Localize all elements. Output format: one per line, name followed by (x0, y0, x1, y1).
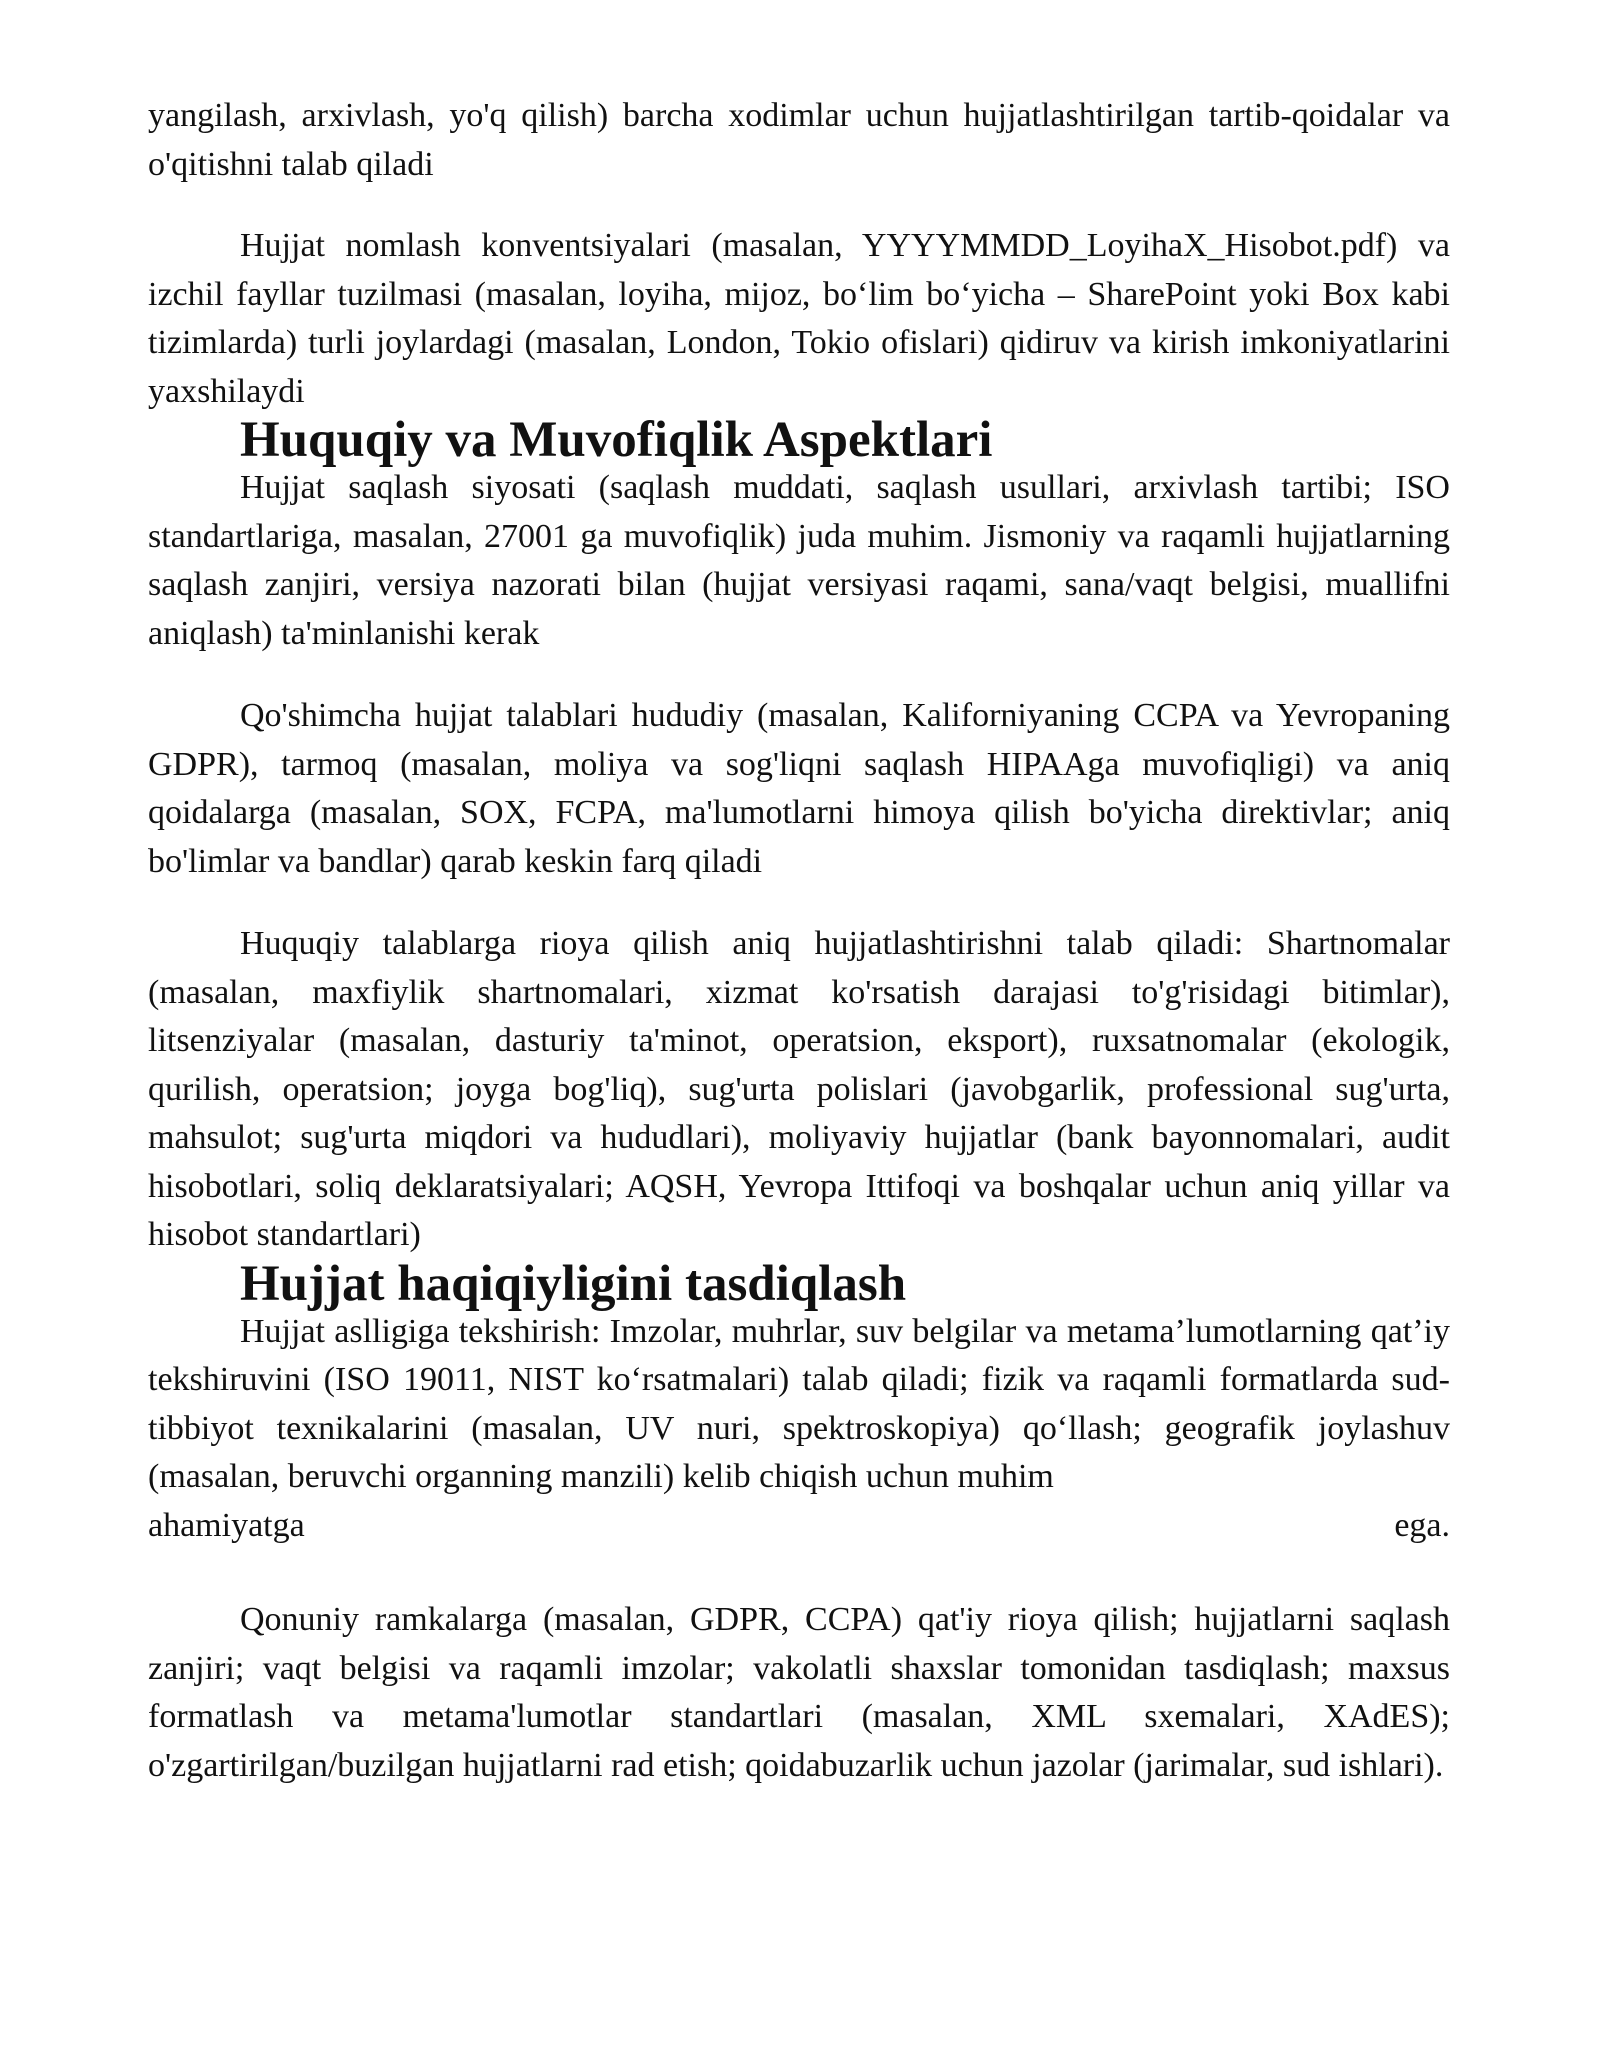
paragraph-naming-conventions: Hujjat nomlash konventsiyalari (masalan, YYYYMMDD_LoyihaX_Hisobot.pdf) va izchil fayllar tuzilmasi (masalan, loyiha, mijoz, bo‘lim bo‘yicha – SharePoint yoki Box kabi tizimlarda) turli joylardagi (masalan, London, Tokio ofislari) qidiruv va kirish imkoniyatlarini yaxshilaydi (148, 227, 1450, 410)
paragraph-authenticity-check (148, 1308, 1450, 1551)
paragraph-continuation: yangilash, arxivlash, yo'q qilish) barcha xodimlar uchun hujjatlashtirilgan tartib-qoidalar va o'qitishni talab qiladi (148, 97, 1450, 183)
last-line-left-word: ahamiyatga (148, 1506, 305, 1544)
paragraph-authenticity-body: Hujjat aslligiga tekshirish: Imzolar, muhrlar, suv belgilar va metama’lumotlarning qat’iy tekshiruvini (ISO 19011, NIST ko‘rsatmalari) talab qiladi; fizik va raqamli formatlarda sud-tibbiyot texnikalarini (masalan, UV nuri, spektroskopiya) qo‘llash; geografik joylashuv (masalan, beruvchi organning manzili) kelib chiqish uchun muhim (148, 1312, 1450, 1495)
section-heading-legal-compliance: Huquqiy va Muvofiqlik Aspektlari (240, 412, 993, 468)
paragraph-additional-requirements: Qo'shimcha hujjat talablari hududiy (masalan, Kaliforniyaning CCPA va Yevropaning GDPR), tarmoq (masalan, moliya va sog'liqni saqlash HIPAAga muvofiqligi) va aniq qoidalarga (masalan, SOX, FCPA, ma'lumotlarni himoya qilish bo'yicha direktivlar; aniq bo'limlar va bandlar) qarab keskin farq qiladi (148, 697, 1450, 880)
section-heading-authenticity: Hujjat haqiqiyligini tasdiqlash (240, 1255, 907, 1312)
paragraph-authenticity-last-line (148, 1502, 1450, 1551)
paragraph-retention-policy: Hujjat saqlash siyosati (saqlash muddati, saqlash usullari, arxivlash tartibi; ISO standartlariga, masalan, 27001 ga muvofiqlik) juda muhim. Jismoniy va raqamli hujjatlarning saqlash zanjiri, versiya nazorati bilan (hujjat versiyasi raqami, sana/vaqt belgisi, muallifni aniqlash) ta'minlanishi kerak (148, 469, 1450, 652)
paragraph-legal-frameworks: Qonuniy ramkalarga (masalan, GDPR, CCPA) qat'iy rioya qilish; hujjatlarni saqlash zanjiri; vaqt belgisi va raqamli imzolar; vakolatli shaxslar tomonidan tasdiqlash; maxsus formatlash va metama'lumotlar standartlari (masalan, XML sxemalari, XAdES); o'zgartirilgan/buzilgan hujjatlarni rad etish; qoidabuzarlik uchun jazolar (jarimalar, sud ishlari). (148, 1601, 1450, 1784)
document-page (148, 92, 1450, 1790)
paragraph-legal-requirements: Huquqiy talablarga rioya qilish aniq hujjatlashtirishni talab qiladi: Shartnomalar (masalan, maxfiylik shartnomalari, xizmat ko'rsatish darajasi to'g'risidagi bitimlar), litsenziyalar (masalan, dasturiy ta'minot, operatsion, eksport), ruxsatnomalar (ekologik, qurilish, operatsion; joyga bog'liq), sug'urta polislari (javobgarlik, professional sug'urta, mahsulot; sug'urta miqdori va hududlari), moliyaviy hujjatlar (bank bayonnomalari, audit hisobotlari, soliq deklaratsiyalari; AQSH, Yevropa Ittifoqi va boshqalar uchun aniq yillar va hisobot standartlari) (148, 925, 1450, 1253)
last-line-right-word: ega. (1394, 1506, 1450, 1544)
